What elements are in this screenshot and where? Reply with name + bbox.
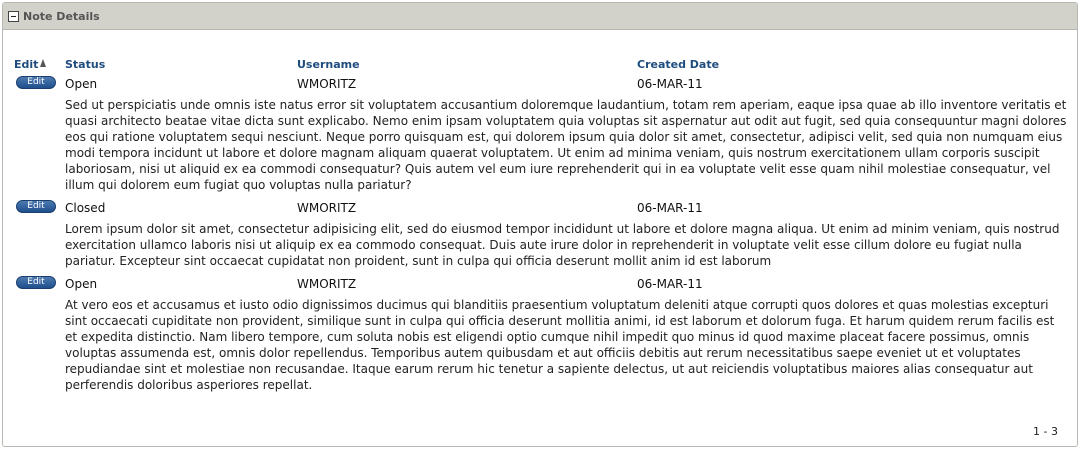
note-row-main (14, 273, 1068, 295)
column-header-created-date[interactable]: Created Date (637, 58, 720, 71)
panel-header (3, 3, 1077, 30)
sort-ascending-icon (40, 59, 46, 67)
note-row (14, 73, 1068, 197)
note-text: Sed ut perspiciatis unde omnis iste natus error sit voluptatem accusantium doloremque laudantium, totam rem aperiam, eaque ipsa quae ab illo inventore veritatis et quasi architecto beatae vitae dicta sunt explicabo. Nemo enim ipsam voluptatem quia voluptas sit aspernatur aut odit aut fugit, sed quia consequuntur magni dolores eos qui ratione voluptatem sequi nesciunt. Neque porro quisquam est, qui dolorem ipsum quia dolor sit amet, consectetur, adipisci velit, sed quia non numquam eius modi tempora incidunt ut labore et dolore magnam aliquam quaerat voluptatem. Ut enim ad minima veniam, quis nostrum exercitationem ullam corporis suscipit laboriosam, nisi ut aliquid ex ea commodi consequatur? Quis autem vel eum iure reprehenderit qui in ea voluptate velit esse quam nihil molestiae consequatur, vel illum qui dolorem eum fugiat quo voluptas nulla pariatur? (65, 98, 1067, 192)
column-header-status[interactable]: Status (65, 58, 106, 71)
edit-button[interactable]: Edit (16, 200, 56, 213)
note-row-main (14, 73, 1068, 95)
note-details-panel (2, 2, 1078, 447)
status-cell: Closed (65, 201, 106, 215)
note-text: Lorem ipsum dolor sit amet, consectetur adipisicing elit, sed do eiusmod tempor incididunt ut labore et dolore magna aliqua. Ut enim ad minim veniam, quis nostrud exercitation ullamco laboris nisi ut aliquip ex ea commodo consequat. Duis aute irure dolor in reprehenderit in voluptate velit esse cillum dolore eu fugiat nulla pariatur. Excepteur sint occaecat cupidatat non proident, sunt in culpa qui officia deserunt mollit anim id est laborum (65, 222, 1060, 268)
panel-title: Note Details (23, 9, 100, 23)
note-row-main (14, 197, 1068, 219)
column-header-edit[interactable] (14, 58, 46, 71)
status-cell: Open (65, 77, 98, 91)
edit-button[interactable]: Edit (16, 276, 56, 289)
note-row (14, 273, 1068, 397)
username-cell: WMORITZ (297, 201, 357, 215)
column-header-edit-label: Edit (14, 58, 39, 71)
created-date-cell: 06-MAR-11 (637, 201, 703, 215)
status-cell: Open (65, 277, 98, 291)
created-date-cell: 06-MAR-11 (637, 277, 703, 291)
note-text: At vero eos et accusamus et iusto odio dignissimos ducimus qui blanditiis praesentium voluptatum deleniti atque corrupti quos dolores et quas molestias excepturi sint occaecati cupiditate non provident, similique sunt in culpa qui officia deserunt mollitia animi, id est laborum et dolorum fuga. Et harum quidem rerum facilis est et expedita distinctio. Nam libero tempore, cum soluta nobis est eligendi optio cumque nihil impedit quo minus id quod maxime placeat facere possimus, omnis voluptas assumenda est, omnis dolor repellendus. Temporibus autem quibusdam et aut officiis debitis aut rerum necessitatibus saepe eveniet ut et voluptates repudiandae sint et molestiae non recusandae. Itaque earum rerum hic tenetur a sapiente delectus, ut aut reiciendis voluptatibus maiores alias consequatur aut perferendis doloribus asperiores repellat. (65, 298, 1055, 392)
column-header-username[interactable]: Username (297, 58, 360, 71)
edit-button[interactable]: Edit (16, 76, 56, 89)
note-row (14, 197, 1068, 273)
grid-header-row (14, 53, 1068, 73)
notes-grid (14, 53, 1068, 397)
username-cell: WMORITZ (297, 77, 357, 91)
pagination-range: 1 - 3 (1033, 425, 1058, 438)
collapse-icon[interactable] (8, 11, 19, 22)
created-date-cell: 06-MAR-11 (637, 77, 703, 91)
username-cell: WMORITZ (297, 277, 357, 291)
